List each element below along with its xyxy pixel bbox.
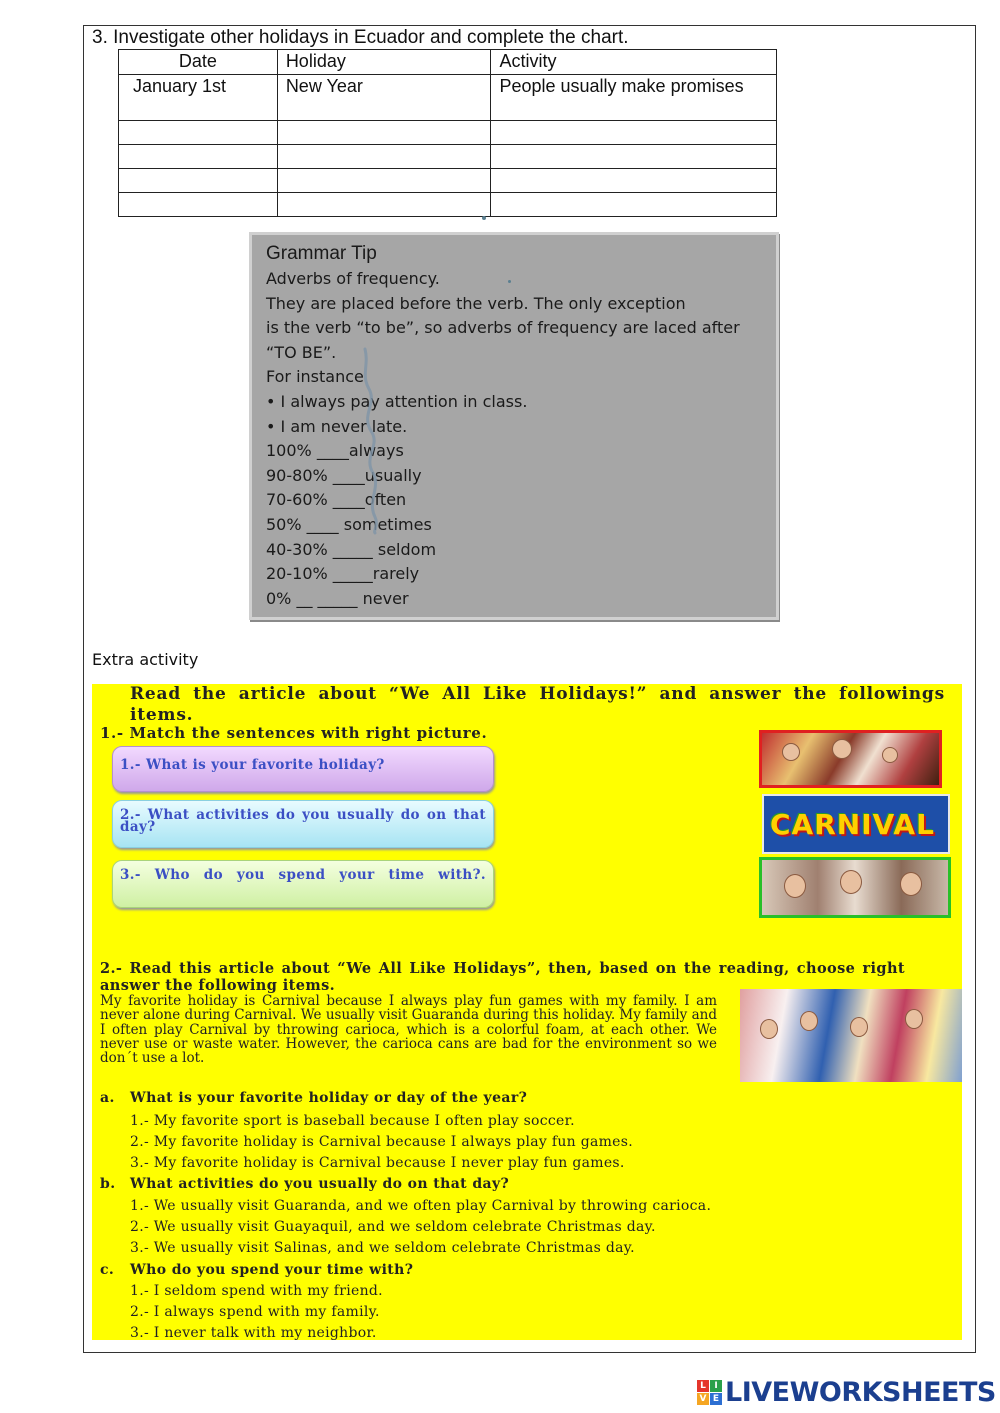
cell-holiday: New Year (277, 75, 491, 121)
cell-activity: People usually make promises (491, 75, 777, 121)
grammar-tip-title: Grammar Tip (266, 243, 377, 264)
grammar-tip-body (266, 267, 740, 611)
option-a2[interactable]: 2.- My favorite holiday is Carnival because I always play fun games. (130, 1134, 634, 1150)
empty-cell[interactable] (277, 193, 491, 217)
family-car-photo[interactable] (759, 857, 951, 918)
option-a1[interactable]: 1.- My favorite sport is baseball because I often play soccer. (130, 1113, 575, 1129)
empty-cell[interactable] (277, 121, 491, 145)
match-instruction: 1.- Match the sentences with right picture. (100, 724, 488, 742)
option-b2[interactable]: 2.- We usually visit Guayaquil, and we seldom celebrate Christmas day. (130, 1219, 656, 1235)
sentence-text: 2.- What activities do you usually do on that day? (120, 807, 486, 835)
match-sentence-3[interactable] (112, 860, 494, 908)
person-shape (905, 1009, 923, 1029)
empty-cell[interactable] (491, 145, 777, 169)
stray-dot (482, 216, 486, 220)
carnival-logo-picture[interactable] (762, 794, 950, 854)
option-b1[interactable]: 1.- We usually visit Guaranda, and we often play Carnival by throwing carioca. (130, 1198, 712, 1214)
header-holiday: Holiday (277, 50, 491, 75)
empty-cell[interactable] (119, 169, 278, 193)
empty-cell[interactable] (491, 121, 777, 145)
question-a: a. What is your favorite holiday or day of the year? (100, 1090, 528, 1106)
section3-heading: 3. Investigate other holidays in Ecuador and complete the chart. (92, 27, 629, 48)
tip-line: • I always pay attention in class. (266, 391, 528, 411)
person-shape (800, 1011, 818, 1031)
person-shape (900, 872, 922, 896)
table-row-empty (119, 169, 777, 193)
table-row-empty (119, 121, 777, 145)
tip-line: is the verb “to be”, so adverbs of frequency are laced after (266, 318, 740, 338)
carnival-crowd-photo[interactable] (759, 730, 942, 788)
question-c: c. Who do you spend your time with? (100, 1262, 414, 1278)
tip-line: “TO BE”. (266, 342, 337, 362)
header-activity: Activity (491, 50, 777, 75)
tip-line: Adverbs of frequency. (266, 269, 440, 288)
option-a3[interactable]: 3.- My favorite holiday is Carnival because I never play fun games. (130, 1155, 625, 1171)
logo-text: LIVEWORKSHEETS (725, 1377, 996, 1408)
tip-line: They are placed before the verb. The only exception (266, 293, 686, 313)
empty-cell[interactable] (277, 169, 491, 193)
match-sentence-1[interactable] (112, 746, 494, 792)
sentence-text: 3.- Who do you spend your time with?. (120, 867, 486, 883)
tip-line: 70-60% ____often (266, 490, 407, 510)
header-date: Date (119, 50, 278, 75)
tip-line: 100% ____always (266, 441, 404, 461)
tip-line: 90-80% ____usually (266, 465, 422, 485)
tip-line: 20-10% _____rarely (266, 564, 420, 584)
person-shape (760, 1019, 778, 1039)
table-row (119, 75, 777, 121)
table-header-row (119, 50, 777, 75)
reading-paragraph: My favorite holiday is Carnival because I always play fun games with my family. I am never alone during Carnival. We usually visit Guaranda during this holiday. My family and I often play Carnival by throwing carioca, which is a colorful foam, at each other. We never use or waste water. However, the carioca cans are bad for the environment so we don´t use a lot. (100, 993, 717, 1067)
table-row-empty (119, 145, 777, 169)
logo-mark-icon: L I V E (697, 1380, 723, 1406)
carnival-word: CARNIVAL (770, 808, 935, 841)
option-c3[interactable]: 3.- I never talk with my neighbor. (130, 1325, 377, 1340)
option-c1[interactable]: 1.- I seldom spend with my friend. (130, 1283, 383, 1299)
match-sentence-2[interactable] (112, 800, 494, 848)
tip-line: 40-30% _____ seldom (266, 539, 437, 559)
empty-cell[interactable] (277, 145, 491, 169)
tip-line: • I am never late. (266, 416, 408, 436)
carnival-street-photo (740, 989, 962, 1082)
table-row-empty (119, 193, 777, 217)
person-shape (782, 743, 800, 761)
tip-line: For instance (266, 367, 364, 387)
person-shape (784, 874, 806, 898)
empty-cell[interactable] (119, 193, 278, 217)
option-c2[interactable]: 2.- I always spend with my family. (130, 1304, 380, 1320)
empty-cell[interactable] (491, 193, 777, 217)
person-shape (882, 747, 898, 763)
tip-line: 0% __ _____ never (266, 588, 409, 608)
reading-instruction: 2.- Read this article about “We All Like Holidays”, then, based on the reading, choose right answer the following items. (100, 960, 905, 994)
grammar-tip-box (249, 232, 779, 620)
extra-activity-panel (92, 684, 962, 1340)
sentence-text: 1.- What is your favorite holiday? (120, 757, 385, 773)
stray-dot (508, 280, 511, 283)
empty-cell[interactable] (119, 145, 278, 169)
option-b3[interactable]: 3.- We usually visit Salinas, and we seldom celebrate Christmas day. (130, 1240, 635, 1256)
tip-line: 50% ____ sometimes (266, 514, 432, 534)
cell-date: January 1st (119, 75, 278, 121)
question-b: b. What activities do you usually do on that day? (100, 1176, 510, 1192)
holidays-table (118, 49, 777, 217)
empty-cell[interactable] (119, 121, 278, 145)
person-shape (832, 739, 852, 759)
person-shape (840, 870, 862, 894)
pen-squiggle-icon (355, 345, 395, 535)
extra-activity-label: Extra activity (92, 650, 199, 669)
person-shape (850, 1017, 868, 1037)
empty-cell[interactable] (491, 169, 777, 193)
liveworksheets-logo (697, 1377, 996, 1408)
extra-title: Read the article about “We All Like Holidays!” and answer the followings items. (130, 684, 945, 725)
